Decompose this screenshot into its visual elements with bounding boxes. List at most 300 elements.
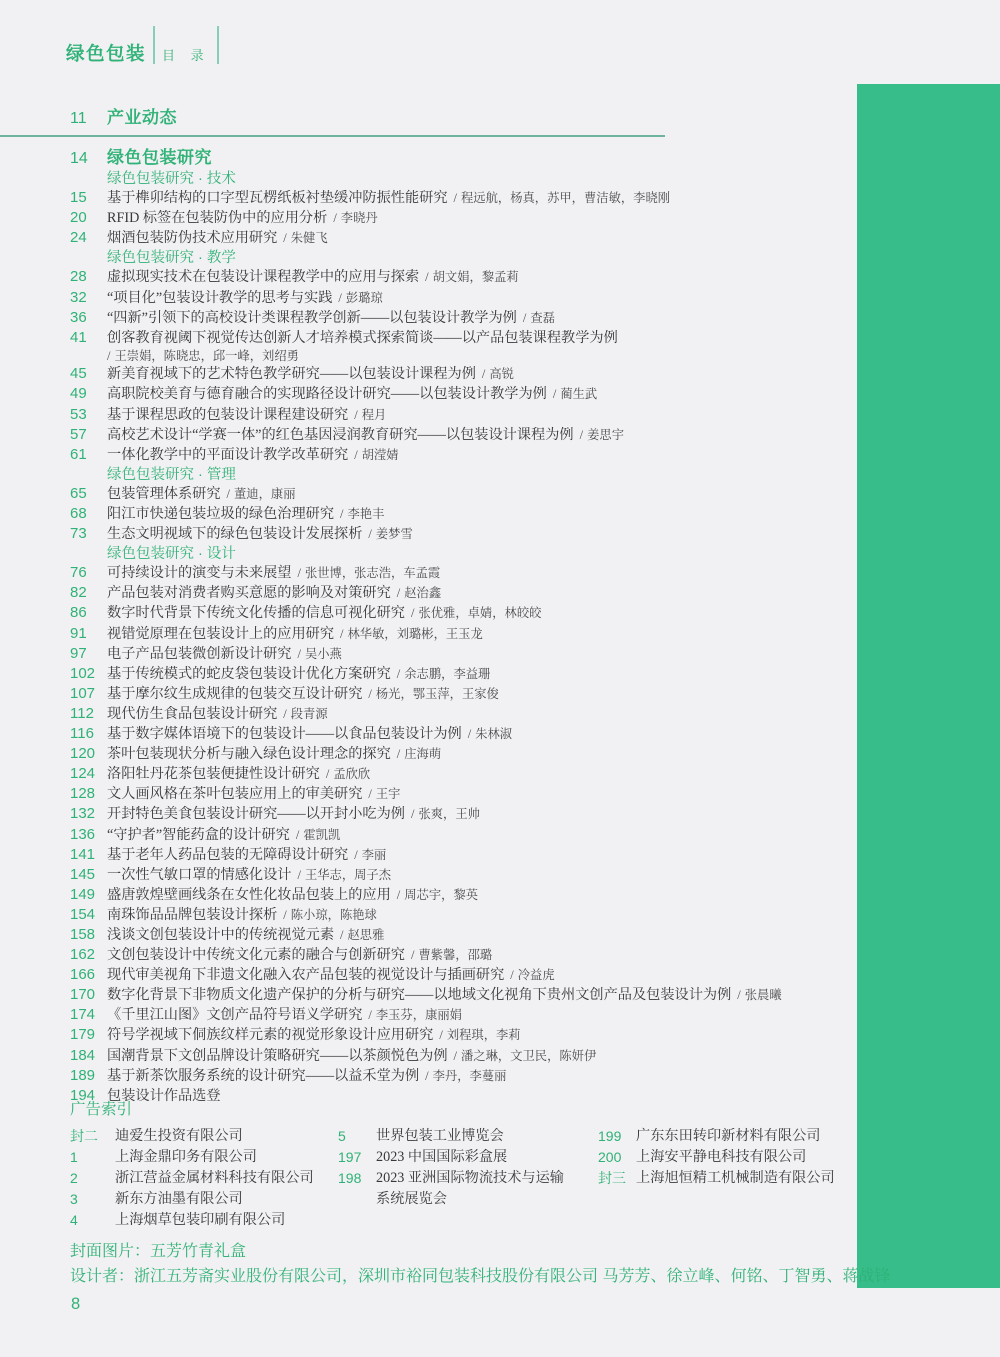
author-separator: / (107, 348, 111, 363)
toc-entry-authors: 刘程琪，李莉 (446, 1028, 521, 1043)
author-separator: / (354, 847, 358, 862)
ad-company-name (115, 1147, 257, 1168)
author-separator: / (410, 606, 415, 621)
toc-entry-content (107, 328, 865, 365)
ad-company-name (636, 1126, 820, 1147)
author-separator: / (453, 1048, 457, 1063)
toc-page-number: 174 (70, 1006, 96, 1024)
ad-company-name-line1: 浙江营益金属材料科技有限公司 (115, 1170, 314, 1186)
toc-entry-content (107, 1066, 865, 1086)
toc-entry-authors: 高锐 (489, 367, 514, 382)
toc-page-number: 170 (70, 986, 96, 1004)
toc-entry-authors: 朱健飞 (290, 231, 328, 246)
toc-entry-row (70, 524, 865, 544)
toc-entry-authors: 张世博，张志浩，车孟霞 (304, 566, 441, 581)
toc-entry-authors: 程远航，杨真，苏甲，曹洁敏，李晓刚 (461, 191, 671, 206)
toc-entry-authors: 董迪，康丽 (234, 486, 296, 501)
toc-entry-row (70, 504, 865, 524)
author-separator: / (510, 968, 514, 983)
toc-entry-title: 包装管理体系研究 (107, 485, 221, 502)
ad-index (70, 1126, 860, 1231)
toc-entry-title: 基于传统模式的蛇皮袋包装设计优化方案研究 (107, 665, 391, 682)
author-separator: / (396, 747, 401, 762)
toc-entry-row (70, 583, 865, 603)
toc-entry-authors: 陈小琼，陈艳球 (290, 907, 377, 922)
toc-page-number: 61 (70, 445, 87, 463)
toc-entry-content (107, 228, 865, 248)
toc-entry-authors: 段青源 (290, 706, 328, 721)
ad-company-name-line1: 新东方油墨有限公司 (115, 1191, 243, 1207)
ad-company-name (376, 1147, 507, 1168)
toc-page-number: 82 (70, 584, 87, 602)
header-divider-left (153, 26, 155, 64)
toc-entry-content (107, 188, 865, 208)
toc-entry-row (70, 804, 865, 824)
toc-page-number: 11 (70, 110, 87, 127)
ad-index-row (598, 1147, 860, 1168)
toc-entry-authors: 查磊 (530, 310, 555, 325)
toc-entry-authors: 王华志，周子杰 (304, 867, 392, 882)
toc-page-number: 120 (70, 745, 96, 763)
toc-entry-title: 虚拟现实技术在包装设计课程教学中的应用与探索 (107, 269, 420, 286)
toc-entry-title: “项目化”包装设计教学的思考与实践 (107, 289, 333, 306)
toc-page-number: 128 (70, 785, 96, 803)
author-separator: / (354, 407, 358, 422)
toc-entry-title: 文人画风格在茶叶包装应用上的审美研究 (107, 786, 363, 803)
toc-entry-title: 现代仿生食品包装设计研究 (107, 705, 278, 722)
ad-index-row (338, 1126, 598, 1147)
ad-company-name-line1: 广东东田转印新材料有限公司 (636, 1128, 821, 1144)
toc-subsection-row (70, 465, 865, 484)
author-separator: / (283, 231, 287, 246)
toc-entry-title: 文创包装设计中传统文化元素的融合与创新研究 (107, 947, 405, 964)
toc-entry-row (70, 624, 865, 644)
toc-entry-authors: 潘之琳，文卫民，陈妍伊 (461, 1048, 597, 1063)
toc-page-number: 32 (70, 288, 87, 306)
author-separator: / (226, 486, 230, 501)
toc-page-number: 145 (70, 865, 96, 883)
toc-entry-title: 茶叶包装现状分析与融入绿色设计理念的探究 (107, 746, 391, 763)
toc-entry-row (70, 1025, 865, 1045)
toc-entry-content (107, 208, 865, 228)
toc-entry-row (70, 925, 865, 945)
toc-entry-title: 基于新茶饮服务系统的设计研究——以益禾堂为例 (107, 1067, 420, 1084)
page-header (66, 26, 219, 64)
toc-entry-title: 可持续设计的演变与未来展望 (107, 565, 292, 582)
toc-entry-authors: 胡文娟，黎孟莉 (432, 270, 519, 285)
toc-entry-row (70, 603, 865, 623)
author-separator: / (333, 211, 337, 226)
toc-entry-title: 南珠饰品品牌包装设计探析 (107, 906, 278, 923)
toc-page-number: 68 (70, 505, 87, 522)
ad-company-name-line2: 系统展览会 (376, 1191, 447, 1207)
toc-page-number: 53 (70, 405, 87, 423)
author-separator: / (467, 727, 472, 742)
ad-page-number: 1 (70, 1149, 78, 1165)
toc-entry-title: 生态文明视域下的绿色包装设计发展探析 (107, 526, 363, 543)
toc-entry-row (70, 644, 865, 664)
author-separator: / (737, 988, 741, 1003)
sidebar-accent-band (857, 84, 1000, 1288)
ad-page-number: 199 (598, 1128, 622, 1144)
toc-entry-row (70, 1066, 865, 1086)
toc-entry-row (70, 328, 865, 365)
toc-entry-content (107, 885, 865, 905)
toc-page-number: 194 (70, 1086, 96, 1104)
toc-page-number: 28 (70, 268, 87, 286)
toc-entry-content (107, 603, 865, 623)
toc-entry-authors: 彭璐琼 (345, 290, 383, 305)
toc-entry-row (70, 744, 865, 764)
toc-entry-title: 基于数字媒体语境下的包装设计——以食品包装设计为例 (107, 726, 462, 743)
toc-page-number: 116 (70, 725, 94, 743)
magazine-logo: 绿色包装 (66, 42, 147, 64)
author-separator: / (338, 290, 342, 305)
toc-entry-authors: 李玉芬，康丽娟 (375, 1008, 462, 1023)
ad-index-heading: 广告索引 (70, 1101, 133, 1118)
toc-subsection-label: 绿色包装研究 · 设计 (107, 546, 236, 563)
ad-company-name (115, 1126, 243, 1147)
toc-entry-row (70, 885, 865, 905)
ad-index-row (70, 1126, 338, 1147)
toc-entry-authors: 张爽，王帅 (418, 807, 480, 822)
author-separator: / (481, 367, 486, 382)
toc-entry-content (107, 624, 865, 644)
author-separator: / (325, 767, 330, 782)
author-separator: / (410, 807, 415, 822)
toc-entry-title: 包装设计作品选登 (107, 1087, 221, 1104)
toc-entry-content (107, 445, 865, 465)
toc-page-number: 124 (70, 765, 96, 783)
toc-list (70, 107, 865, 1106)
toc-entry-authors: 李艳丰 (347, 507, 385, 521)
toc-entry-authors: 姜梦雪 (375, 527, 413, 542)
toc-page-number: 20 (70, 209, 87, 227)
toc-entry-content (107, 784, 865, 804)
toc-entry-title: 盛唐敦煌壁画线条在女性化妆品包装上的应用 (107, 886, 391, 903)
toc-subsection-label: 绿色包装研究 · 教学 (107, 250, 236, 267)
toc-entry-content (107, 764, 865, 784)
toc-entry-title: 高校艺术设计“学赛一体”的红色基因浸润教育研究——以包装设计课程为例 (107, 426, 574, 443)
toc-entry-authors: 李丽 (361, 847, 387, 862)
toc-entry-row (70, 684, 865, 704)
toc-entry-row (70, 484, 865, 504)
toc-entry-row (70, 865, 865, 885)
toc-entry-title: 开封特色美食包装设计研究——以开封小吃为例 (107, 806, 405, 823)
author-separator: / (297, 646, 301, 661)
toc-entry-authors: 冷益虎 (517, 968, 555, 983)
toc-entry-authors: 杨光，鄂玉萍，王家俊 (375, 686, 499, 701)
toc-entry-content (107, 684, 865, 704)
toc-entry-content (107, 925, 865, 945)
toc-page-number: 24 (70, 229, 87, 247)
ad-page-number: 4 (70, 1212, 78, 1228)
toc-subsection-label: 绿色包装研究 · 技术 (107, 171, 236, 187)
ad-company-name-line1: 上海旭恒精工机械制造有限公司 (636, 1170, 835, 1186)
header-divider-right (217, 26, 219, 64)
toc-entry-content (107, 965, 865, 985)
toc-entry-row (70, 425, 865, 445)
toc-part-title: 绿色包装研究 (107, 148, 212, 167)
toc-page-number: 65 (70, 484, 87, 502)
toc-entry-row (70, 704, 865, 724)
author-separator: / (297, 566, 301, 581)
author-separator: / (410, 948, 415, 963)
toc-entry-content (107, 1086, 865, 1106)
toc-entry-authors: 张晨曦 (744, 988, 782, 1003)
toc-entry-row (70, 384, 865, 404)
toc-entry-title: 电子产品包装微创新设计研究 (107, 645, 292, 662)
toc-entry-content (107, 583, 865, 603)
toc-page-number: 73 (70, 525, 87, 543)
toc-entry-content (107, 664, 865, 684)
toc-entry-content (107, 825, 865, 845)
toc-subsection-label: 绿色包装研究 · 管理 (107, 466, 236, 483)
toc-entry-authors: 张优雅，卓婧，林皎皎 (418, 606, 542, 621)
toc-page-number: 141 (70, 845, 96, 863)
toc-entry-authors: 李丹，李蔓丽 (432, 1068, 507, 1083)
ad-company-name-line1: 上海安平静电科技有限公司 (636, 1149, 807, 1165)
toc-entry-title: 《千里江山图》文创产品符号语义学研究 (107, 1007, 363, 1024)
toc-entry-title: 新美育视域下的艺术特色教学研究——以包装设计课程为例 (107, 366, 476, 383)
toc-entry-row (70, 267, 865, 287)
ad-page-number: 197 (338, 1149, 362, 1165)
toc-entry-row (70, 563, 865, 583)
toc-entry-row (70, 364, 865, 384)
toc-entry-row (70, 228, 865, 248)
toc-page-number: 149 (70, 885, 96, 903)
toc-entry-content (107, 524, 865, 544)
toc-entry-title: 烟酒包装防伪技术应用研究 (107, 230, 278, 247)
toc-subsection-row (70, 544, 865, 563)
toc-entry-content (107, 288, 865, 308)
toc-entry-authors: 程月 (361, 407, 387, 422)
toc-entry-authors: 朱林淑 (475, 727, 513, 742)
toc-entry-authors: 霍凯凯 (303, 827, 341, 842)
ad-company-name (376, 1168, 564, 1210)
toc-entry-title: 一次性气敏口罩的情感化设计 (107, 866, 292, 883)
toc-entry-content (107, 865, 865, 885)
toc-subsection-row (70, 248, 865, 267)
author-separator: / (368, 1008, 372, 1023)
toc-entry-title: 现代审美视角下非遗文化融入农产品包装的视觉设计与插画研究 (107, 967, 505, 984)
toc-entry-authors: 王崇娟，陈晓忠，邱一峰，刘绍勇 (114, 348, 299, 363)
toc-entry-authors: 王宇 (375, 787, 401, 802)
toc-page-number: 15 (70, 189, 87, 207)
ad-index-row (598, 1126, 860, 1147)
toc-entry-row (70, 188, 865, 208)
author-separator: / (368, 527, 372, 542)
author-separator: / (368, 686, 372, 701)
author-separator: / (368, 787, 372, 802)
toc-entry-title: 基于摩尔纹生成规律的包装交互设计研究 (107, 685, 363, 702)
toc-entry-content (107, 804, 865, 824)
author-separator: / (283, 706, 287, 721)
toc-page-number: 154 (70, 905, 96, 923)
toc-entry-content (107, 1025, 865, 1045)
ad-index-column (338, 1126, 598, 1210)
toc-entry-content (107, 985, 865, 1005)
toc-entry-row (70, 965, 865, 985)
ad-company-name-line1: 迪爱生投资有限公司 (115, 1128, 243, 1144)
toc-entry-title: 一体化教学中的平面设计教学改革研究 (107, 446, 349, 463)
toc-entry-content (107, 384, 865, 404)
toc-entry-authors: 蔺生武 (560, 387, 598, 402)
toc-entry-authors: 周芯宇，黎英 (404, 887, 479, 902)
toc-entry-title: 产品包装对消费者购买意愿的影响及对策研究 (107, 585, 391, 602)
toc-entry-row (70, 724, 865, 744)
toc-page-number: 76 (70, 564, 87, 582)
author-separator: / (340, 927, 344, 942)
ad-index-row (70, 1147, 338, 1168)
author-separator: / (396, 586, 401, 601)
toc-page-number: 86 (70, 604, 87, 622)
ad-index-row (70, 1189, 338, 1210)
author-separator: / (354, 447, 358, 462)
author-separator: / (340, 507, 344, 521)
ad-company-name-line1: 上海烟草包装印刷有限公司 (115, 1212, 286, 1228)
ad-company-name (636, 1147, 806, 1168)
toc-label: 目 录 (162, 48, 210, 63)
designer-credit: 设计者：浙江五芳斋实业股份有限公司，深圳市裕同包装科技股份有限公司 马芳芳、徐立峰、何铭、丁智勇、蒋战锋 (70, 1268, 891, 1285)
author-separator: / (340, 626, 344, 641)
toc-entry-row (70, 764, 865, 784)
toc-entry-title: “四新”引领下的高校设计类课程教学创新——以包装设计教学为例 (107, 309, 517, 326)
folio-page-number: 8 (71, 1295, 81, 1313)
toc-entry-content (107, 744, 865, 764)
toc-entry-title: 基于榫卯结构的口字型瓦楞纸板衬垫缓冲防振性能研究 (107, 190, 448, 207)
toc-subsection-row (70, 169, 865, 188)
toc-page-number: 184 (70, 1046, 96, 1064)
ad-page-number: 3 (70, 1191, 78, 1207)
toc-part-row (70, 147, 865, 169)
toc-entry-authors: 姜思宇 (587, 427, 624, 442)
ad-index-row (70, 1210, 338, 1231)
toc-entry-title: 创客教育视阈下视觉传达创新人才培养模式探索简谈——以产品包装课程教学为例 (107, 329, 618, 346)
author-separator: / (579, 427, 584, 442)
toc-entry-title: 洛阳牡丹花茶包装便捷性设计研究 (107, 766, 320, 783)
toc-page-number: 45 (70, 365, 87, 383)
ad-company-name (376, 1126, 504, 1147)
toc-entry-content (107, 845, 865, 865)
toc-entry-content (107, 484, 865, 504)
ad-index-row (70, 1168, 338, 1189)
toc-entry-title: RFID 标签在包装防伪中的应用分析 (107, 210, 328, 227)
toc-entry-title: 阳江市快递包装垃圾的绿色治理研究 (107, 506, 335, 522)
toc-entry-title: 基于老年人药品包装的无障碍设计研究 (107, 846, 349, 863)
ad-company-name (115, 1210, 285, 1231)
toc-entry-row (70, 308, 865, 328)
toc-part-title: 产业动态 (107, 108, 177, 127)
toc-part-row (70, 107, 865, 129)
toc-page-number: 36 (70, 308, 87, 326)
toc-page-number: 189 (70, 1066, 96, 1084)
toc-page-number: 57 (70, 425, 87, 443)
ad-page-number: 封三 (598, 1170, 626, 1186)
toc-entry-authors: 林华敏，刘璐彬，王玉龙 (347, 626, 483, 641)
author-separator: / (552, 387, 557, 402)
section-rule (0, 135, 665, 137)
ad-page-number: 198 (338, 1170, 362, 1186)
toc-page-number: 166 (70, 966, 96, 984)
toc-entry-content (107, 724, 865, 744)
ad-index-column (598, 1126, 860, 1189)
toc-entry-row (70, 905, 865, 925)
toc-page-number: 91 (70, 624, 87, 642)
toc-entry-row (70, 288, 865, 308)
author-separator: / (425, 1068, 429, 1083)
toc-page-number: 41 (70, 328, 87, 346)
ad-company-name-line1: 2023 中国国际彩盒展 (376, 1149, 508, 1165)
toc-entry-title: 基于课程思政的包装设计课程建设研究 (107, 406, 349, 423)
toc-page-number: 97 (70, 644, 87, 662)
ad-index-row (338, 1147, 598, 1168)
toc-entry-authors: 赵治鑫 (404, 586, 442, 601)
toc-page-number: 158 (70, 925, 96, 943)
toc-entry-row (70, 784, 865, 804)
toc-entry-content (107, 308, 865, 328)
author-separator: / (453, 191, 457, 206)
toc-entry-title: 视错觉原理在包装设计上的应用研究 (107, 625, 335, 642)
author-separator: / (396, 887, 401, 902)
toc-entry-authors: 赵思雅 (347, 927, 385, 942)
toc-entry-authors: 李晓丹 (340, 211, 378, 226)
toc-entry-content (107, 1005, 865, 1025)
toc-entry-content (107, 644, 865, 664)
toc-entry-authors: 曹紫馨，邵璐 (418, 948, 493, 963)
toc-entry-authors: 孟欣欣 (333, 767, 371, 782)
author-separator: / (425, 270, 429, 285)
author-separator: / (295, 827, 300, 842)
toc-entry-row (70, 664, 865, 684)
toc-page-number: 102 (70, 664, 96, 682)
ad-index-row (338, 1168, 598, 1210)
toc-entry-content (107, 1046, 865, 1066)
toc-entry-title: 国潮背景下文创品牌设计策略研究——以茶颜悦色为例 (107, 1047, 448, 1064)
ad-company-name (115, 1189, 243, 1210)
author-separator: / (522, 310, 527, 325)
ad-page-number: 封二 (70, 1128, 98, 1144)
toc-entry-title: “守护者”智能药盒的设计研究 (107, 826, 290, 843)
toc-entry-authors-line (107, 348, 865, 365)
toc-entry-row (70, 845, 865, 865)
toc-entry-row (70, 208, 865, 228)
toc-entry-content (107, 945, 865, 965)
author-separator: / (283, 907, 287, 922)
toc-entry-row (70, 945, 865, 965)
toc-page-number: 179 (70, 1026, 96, 1044)
author-separator: / (396, 666, 401, 681)
toc-entry-content (107, 704, 865, 724)
toc-entry-row (70, 445, 865, 465)
ad-company-name (115, 1168, 314, 1189)
toc-entry-row (70, 405, 865, 425)
toc-page-number: 14 (70, 150, 88, 167)
toc-page-number: 136 (70, 825, 96, 843)
toc-entry-title: 浅谈文创包装设计中的传统视觉元素 (107, 926, 335, 943)
ad-company-name-line1: 2023 亚洲国际物流技术与运输 (376, 1170, 564, 1186)
cover-image-credit: 封面图片：五芳竹青礼盒 (70, 1243, 247, 1260)
ad-index-column (70, 1126, 338, 1231)
ad-company-name-line1: 上海金鼎印务有限公司 (115, 1149, 257, 1165)
ad-page-number: 200 (598, 1149, 622, 1165)
toc-entry-authors: 庄海萌 (404, 747, 442, 762)
author-separator: / (297, 867, 301, 882)
toc-entry-content (107, 425, 865, 445)
toc-entry-row (70, 1046, 865, 1066)
author-separator: / (439, 1028, 443, 1043)
ad-page-number: 2 (70, 1170, 78, 1186)
